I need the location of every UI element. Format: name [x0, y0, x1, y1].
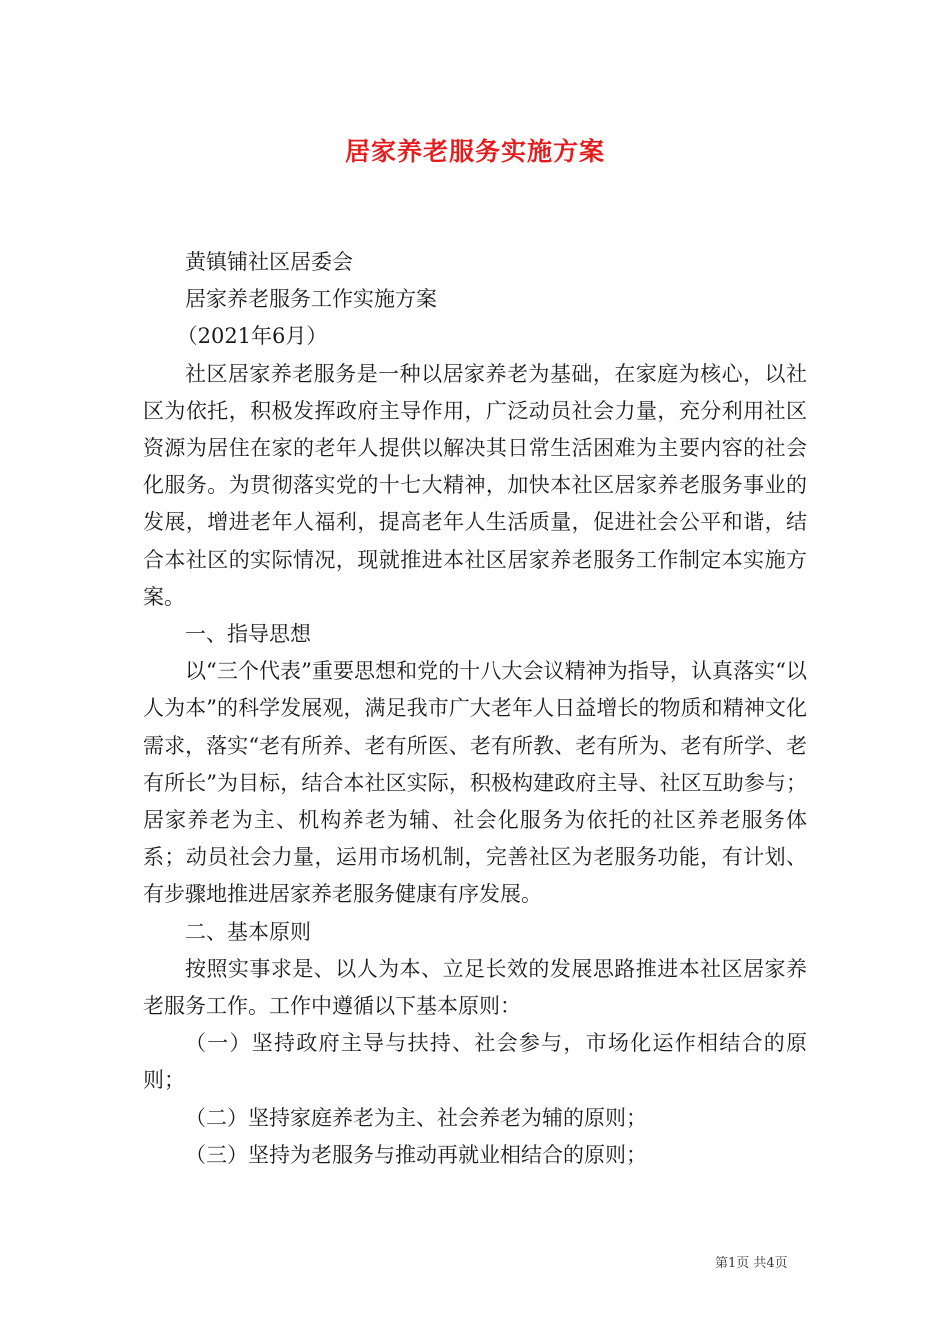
principle-item-1: （一）坚持政府主导与扶持、社会参与，市场化运作相结合的原则； [143, 1031, 807, 1093]
paragraph-principles-intro: 按照实事求是、以人为本、立足长效的发展思路推进本社区居家养老服务工作。工作中遵循以下基本原则： [143, 956, 807, 1019]
section-heading-basic-principles: 二、基本原则 [185, 919, 311, 944]
document-body [143, 244, 807, 1174]
paragraph-subtitle: 居家养老服务工作实施方案 [185, 287, 437, 312]
paragraph-date: （2021年6月） [176, 324, 328, 349]
principle-item-2: （二）坚持家庭养老为主、社会养老为辅的原则； [185, 1105, 647, 1130]
paragraph-organization: 黄镇铺社区居委会 [185, 250, 353, 274]
paragraph-intro: 社区居家养老服务是一种以居家养老为基础，在家庭为核心，以社区为依托，积极发挥政府主导作用，广泛动员社会力量，充分利用社区资源为居住在家的老年人提供以解决其日常生活困难为主要内容的社会化服务。为贯彻落实党的十七大精神，加快本社区居家养老服务事业的发展，增进老年人福利，提高老年人生活质量，促进社会公平和谐，结合本社区的实际情况，现就推进本社区居家养老服务工作制定本实施方案。 [143, 361, 807, 609]
principle-item-3: （三）坚持为老服务与推动再就业相结合的原则； [185, 1142, 647, 1167]
paragraph-guiding-thought: 以“三个代表”重要思想和党的十八大会议精神为指导，认真落实“以人为本”的科学发展观，满足我市广大老年人日益增长的物质和精神文化需求，落实“老有所养、老有所医、老有所教、老有所为、老有所学、老有所长”为目标，结合本社区实际，积极构建政府主导、社区互助参与；居家养老为主、机构养老为辅、社会化服务为依托的社区养老服务体系；动员社会力量，运用市场机制，完善社区为老服务功能，有计划、有步骤地推进居家养老服务健康有序发展。 [143, 659, 807, 907]
page-number: 第1页 共4页 [715, 1256, 788, 1271]
section-heading-guiding-thought: 一、指导思想 [185, 622, 311, 647]
document-title: 居家养老服务实施方案 [344, 137, 605, 166]
